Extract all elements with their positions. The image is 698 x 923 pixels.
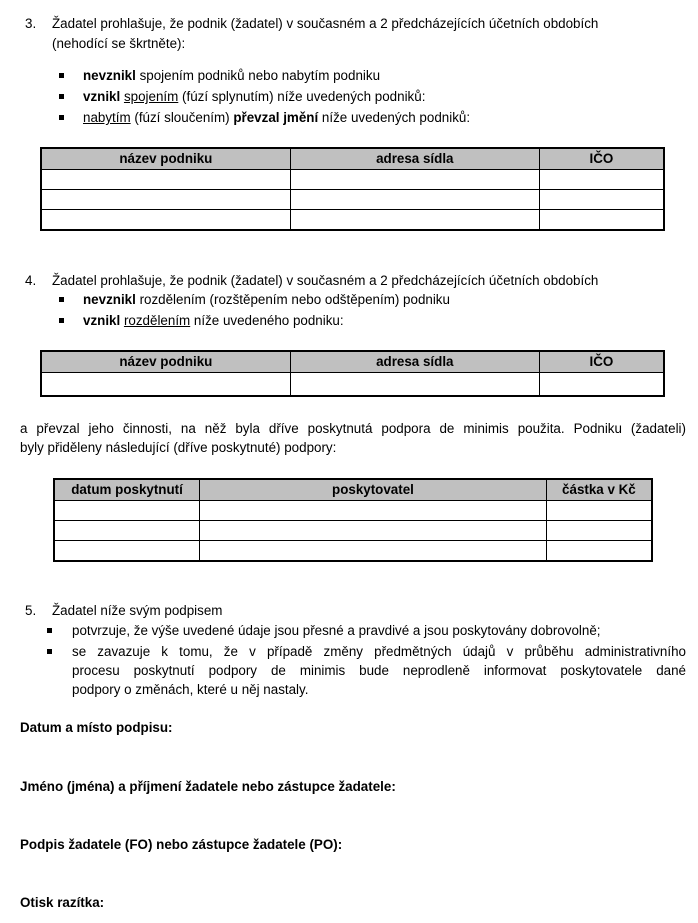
- bullet-icon: [59, 73, 64, 78]
- section-3-option-3: nabytím (fúzí sloučením) převzal jmění níže uvedených podniků:: [83, 110, 471, 125]
- table-row: [41, 170, 664, 190]
- merged-companies-table: [40, 147, 665, 231]
- section-4-intro: Žadatel prohlašuje, že podnik (žadatel) v současném a 2 předcházejících účetních obdobích: [52, 273, 599, 288]
- table-cell[interactable]: [41, 190, 290, 210]
- section-3-number: 3.: [25, 16, 37, 31]
- table-row: [54, 501, 652, 521]
- table-cell[interactable]: [54, 501, 200, 521]
- table-cell[interactable]: [546, 501, 652, 521]
- table-row: [54, 541, 652, 562]
- section-5-intro: Žadatel níže svým podpisem: [52, 603, 223, 618]
- table-cell[interactable]: [200, 541, 547, 562]
- column-header-company-name: název podniku: [41, 351, 290, 373]
- table-row: [41, 373, 664, 397]
- table-row: [41, 210, 664, 231]
- section-5-commit-line-3: podpory o změnách, které u něj nastaly.: [72, 682, 309, 697]
- column-header-provider: poskytovatel: [200, 479, 547, 501]
- table-cell[interactable]: [41, 373, 290, 397]
- section-4-number: 4.: [25, 273, 37, 288]
- signature-label: Podpis žadatele (FO) nebo zástupce žadatele (PO):: [20, 837, 343, 852]
- section-5-commit-line-1: se zavazuje k tomu, že v případě změny předmětných údajů v průběhu administrativního: [72, 644, 686, 659]
- bullet-icon: [59, 94, 64, 99]
- section-4-option-1: nevznikl rozdělením (rozštěpením nebo odštěpením) podniku: [83, 292, 450, 307]
- section-5-confirm: potvrzuje, že výše uvedené údaje jsou přesné a pravdivé a jsou poskytovány dobrovolně;: [72, 623, 601, 638]
- table-cell[interactable]: [54, 521, 200, 541]
- table-cell[interactable]: [539, 170, 664, 190]
- column-header-ico: IČO: [539, 351, 664, 373]
- table-row: [41, 190, 664, 210]
- table-cell[interactable]: [41, 210, 290, 231]
- previous-support-table: [53, 478, 653, 562]
- column-header-amount: částka v Kč: [546, 479, 652, 501]
- column-header-company-name: název podniku: [41, 148, 290, 170]
- column-header-date: datum poskytnutí: [54, 479, 200, 501]
- bullet-icon: [47, 628, 52, 633]
- section-3-option-1: nevznikl spojením podniků nebo nabytím podniku: [83, 68, 381, 83]
- section-5-commit-line-2: procesu poskytnutí podpory de minimis bude neprodleně informovat poskytovatele dané: [72, 663, 686, 678]
- table-cell[interactable]: [290, 190, 539, 210]
- table-cell[interactable]: [290, 170, 539, 190]
- table-cell[interactable]: [54, 541, 200, 562]
- column-header-address: adresa sídla: [290, 148, 539, 170]
- table-cell[interactable]: [546, 521, 652, 541]
- date-place-label: Datum a místo podpisu:: [20, 720, 173, 735]
- table-cell[interactable]: [41, 170, 290, 190]
- table-cell[interactable]: [546, 541, 652, 562]
- bullet-icon: [59, 297, 64, 302]
- split-company-table: [40, 350, 665, 397]
- applicant-name-label: Jméno (jména) a příjmení žadatele nebo zástupce žadatele:: [20, 779, 396, 794]
- section-4-paragraph-line-2: byly přiděleny následující (dříve poskytnuté) podpory:: [20, 440, 337, 455]
- column-header-ico: IČO: [539, 148, 664, 170]
- table-cell[interactable]: [200, 501, 547, 521]
- table-cell[interactable]: [290, 373, 539, 397]
- section-4-option-2: vznikl rozdělením níže uvedeného podniku:: [83, 313, 344, 328]
- section-3-option-2: vznikl spojením (fúzí splynutím) níže uvedených podniků:: [83, 89, 426, 104]
- table-row: [54, 521, 652, 541]
- table-cell[interactable]: [290, 210, 539, 231]
- bullet-icon: [47, 649, 52, 654]
- table-cell[interactable]: [539, 373, 664, 397]
- table-cell[interactable]: [200, 521, 547, 541]
- section-3-intro: Žadatel prohlašuje, že podnik (žadatel) v současném a 2 předcházejících účetních obdobích: [52, 16, 599, 31]
- stamp-label: Otisk razítka:: [20, 895, 105, 910]
- bullet-icon: [59, 318, 64, 323]
- table-cell[interactable]: [539, 210, 664, 231]
- section-3-intro-cont: (nehodící se škrtněte):: [52, 36, 186, 51]
- bullet-icon: [59, 115, 64, 120]
- table-cell[interactable]: [539, 190, 664, 210]
- section-4-paragraph-line-1: a převzal jeho činnosti, na něž byla dříve poskytnutá podpora de minimis použita. Podniku (žadateli): [20, 421, 686, 436]
- column-header-address: adresa sídla: [290, 351, 539, 373]
- section-5-number: 5.: [25, 603, 37, 618]
